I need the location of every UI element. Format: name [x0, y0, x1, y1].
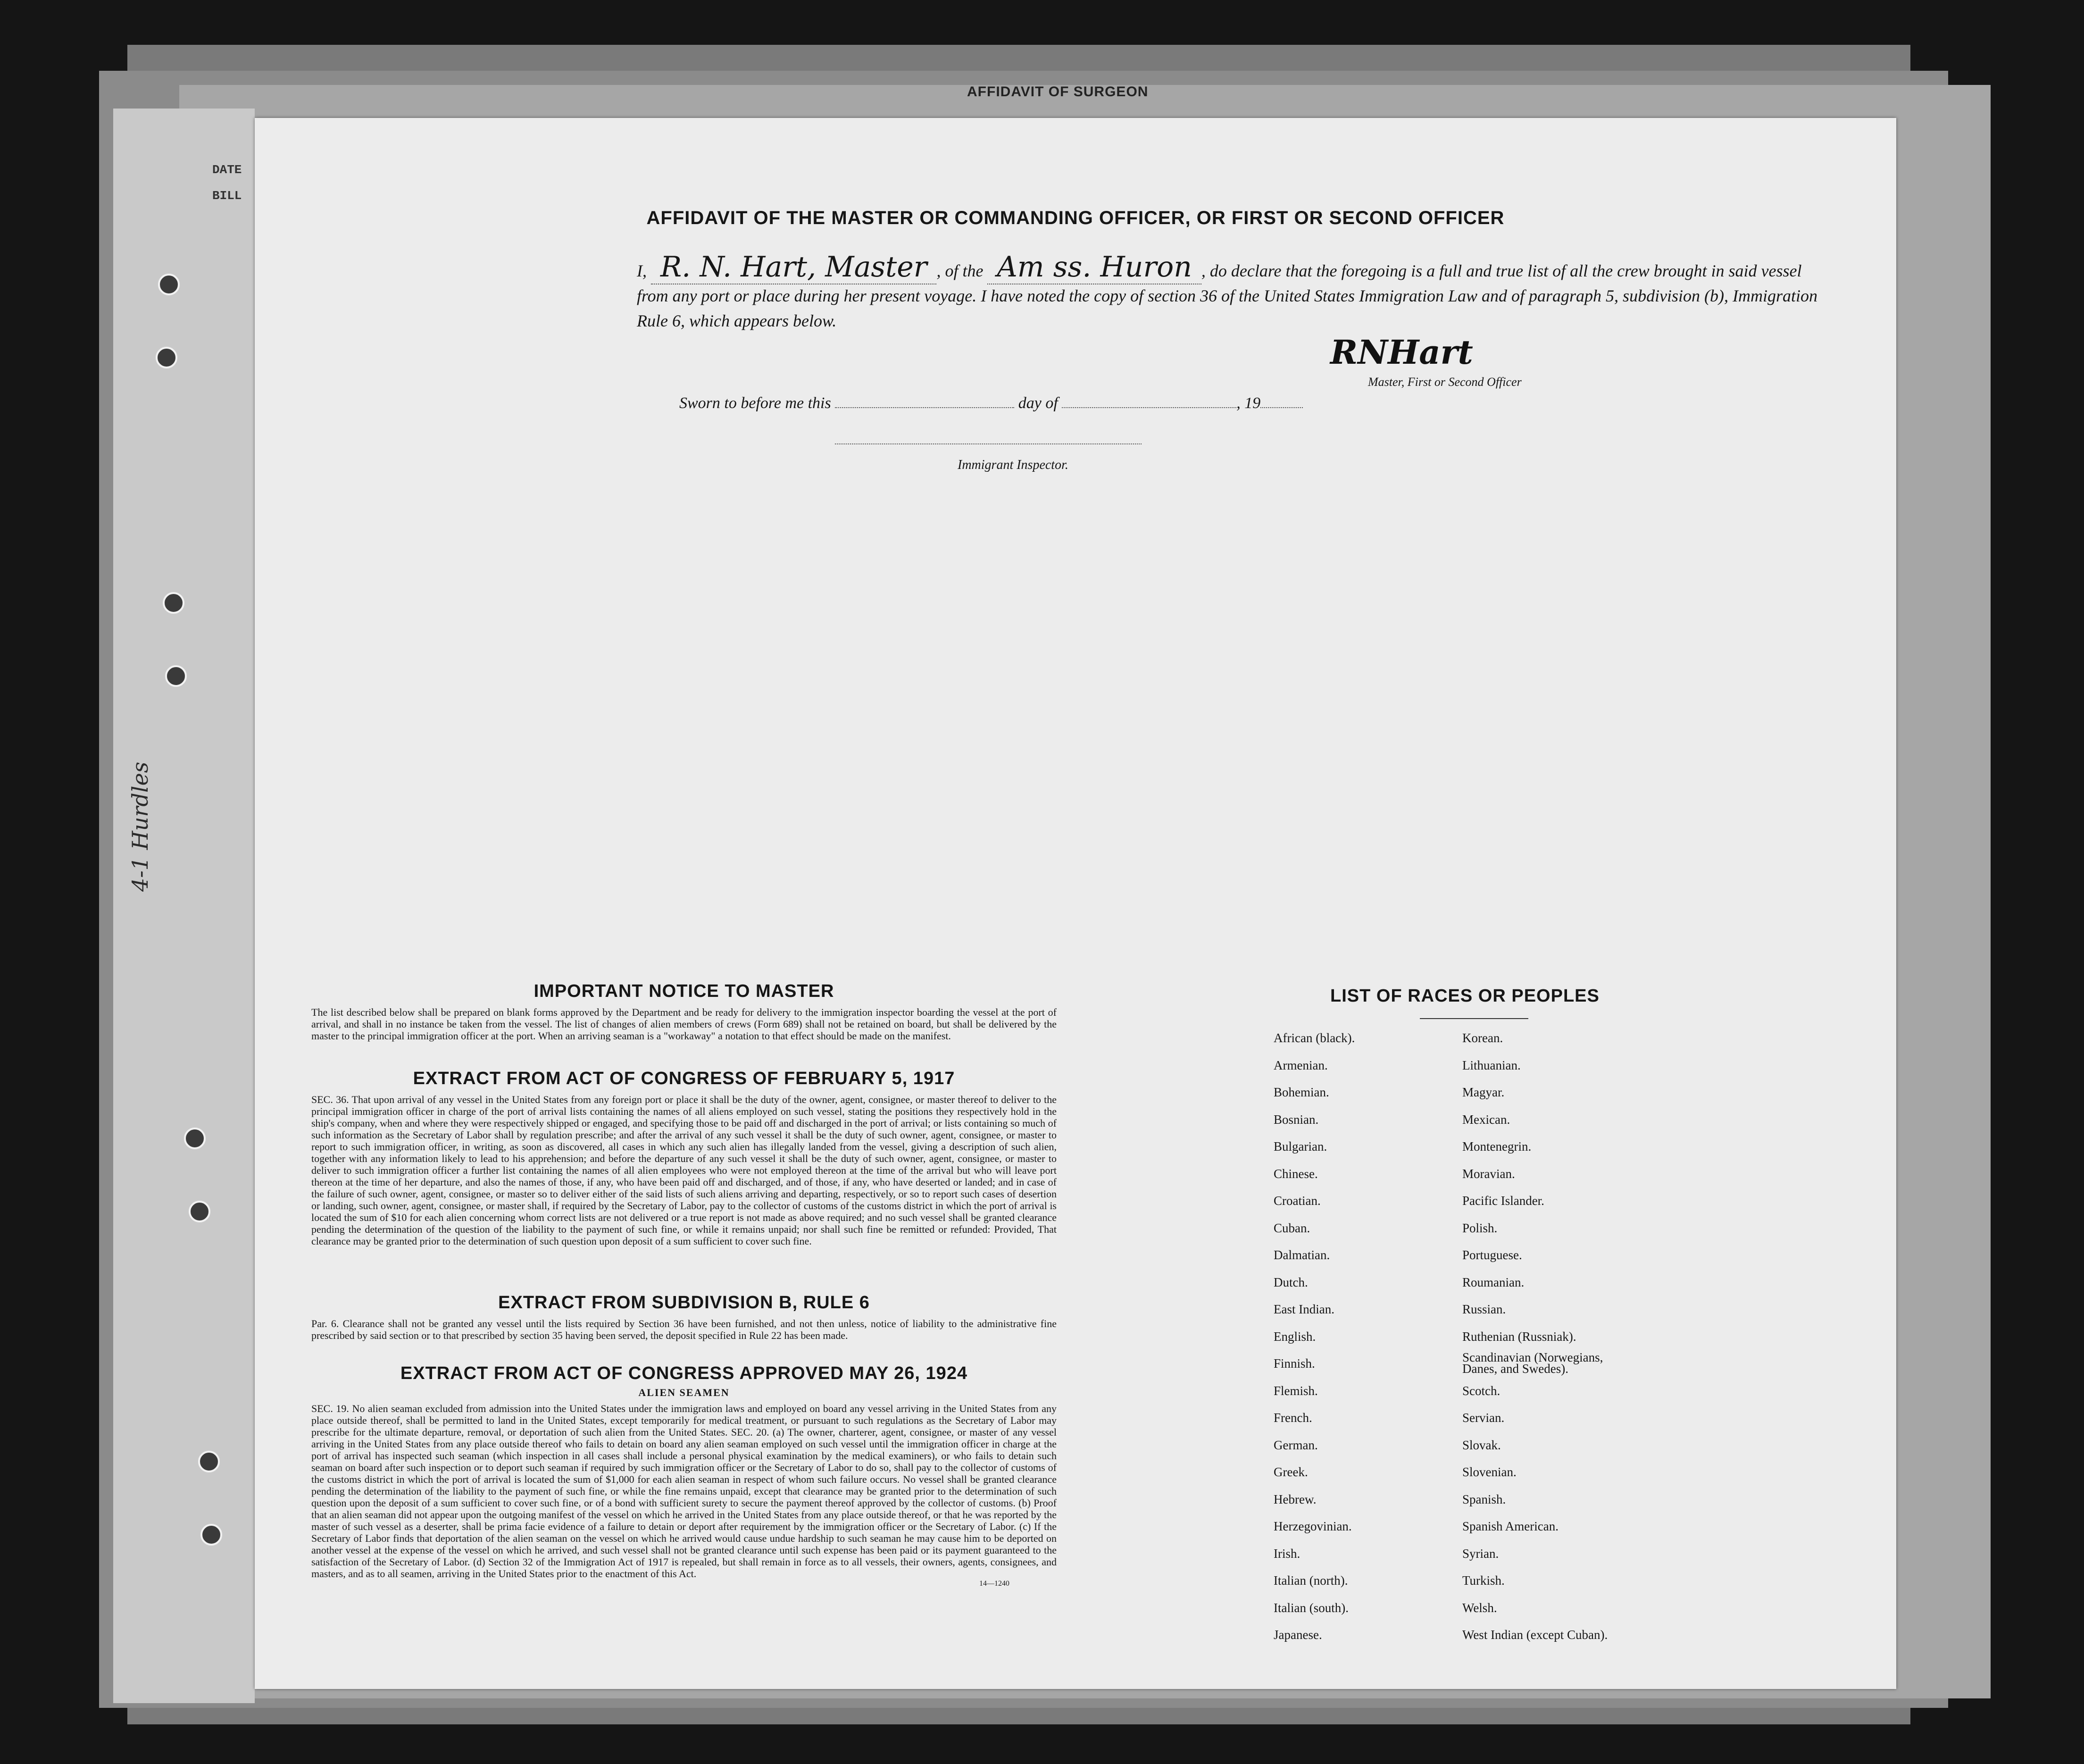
master-name-handwritten: R. N. Hart, Master	[651, 251, 936, 284]
race-item: African (black).	[1274, 1031, 1355, 1045]
race-item: Mexican.	[1462, 1112, 1510, 1127]
inspector-label: Immigrant Inspector.	[958, 458, 1068, 472]
race-item: Italian (north).	[1274, 1573, 1348, 1588]
extract-1924	[311, 1363, 1057, 1588]
punch-hole	[200, 1524, 222, 1546]
race-item: Bulgarian.	[1274, 1139, 1327, 1154]
race-item: Montenegrin.	[1462, 1139, 1532, 1154]
extract-rule-6	[311, 1293, 1057, 1341]
race-item: German.	[1274, 1438, 1318, 1452]
race-item: West Indian (except Cuban).	[1462, 1628, 1608, 1642]
extract-rule-6-text: Par. 6. Clearance shall not be granted any vessel until the lists required by Section 36 have been furnished, and not then unless, notice of liability to the administrative fine prescribed by said section or to that prescribed by section 35 having been served, the deposit specified in Rule 22 has been made.	[311, 1318, 1057, 1341]
affidavit-title: AFFIDAVIT OF THE MASTER OR COMMANDING OFFICER, OR FIRST OR SECOND OFFICER	[646, 208, 1505, 228]
punch-hole	[163, 592, 184, 614]
underlying-bill-label: BILL	[212, 189, 242, 203]
race-item: East Indian.	[1274, 1302, 1334, 1316]
race-item: French.	[1274, 1411, 1312, 1425]
extract-1924-subtitle: ALIEN SEAMEN	[638, 1387, 730, 1398]
signature-label: Master, First or Second Officer	[1368, 375, 1522, 389]
race-item: Turkish.	[1462, 1573, 1505, 1588]
sworn-day-blank	[835, 394, 1014, 408]
race-item: Bosnian.	[1274, 1112, 1319, 1127]
race-item: Italian (south).	[1274, 1600, 1349, 1615]
race-item: English.	[1274, 1329, 1316, 1344]
signature: RNHart	[1330, 333, 1473, 372]
race-item: Irish.	[1274, 1546, 1300, 1561]
punch-hole	[189, 1201, 210, 1222]
race-item: Portuguese.	[1462, 1248, 1522, 1262]
punch-hole	[156, 347, 177, 368]
underlying-sheet-title: AFFIDAVIT OF SURGEON	[967, 84, 1149, 100]
extract-1917	[311, 1069, 1057, 1247]
punch-hole	[198, 1451, 220, 1472]
race-item: Lithuanian.	[1462, 1058, 1521, 1072]
race-item: Welsh.	[1462, 1600, 1497, 1615]
declaration-prefix: I,	[637, 261, 647, 280]
race-item: Bohemian.	[1274, 1085, 1329, 1099]
extract-1924-title: EXTRACT FROM ACT OF CONGRESS APPROVED MAY 26, 1924	[400, 1363, 968, 1383]
race-item: Greek.	[1274, 1465, 1308, 1479]
race-item: Syrian.	[1462, 1546, 1499, 1561]
race-item: Ruthenian (Russniak).	[1462, 1329, 1576, 1344]
race-item: Servian.	[1462, 1411, 1505, 1425]
sworn-year-label: , 19	[1236, 394, 1261, 412]
race-item: Slovak.	[1462, 1438, 1501, 1452]
sworn-line	[679, 394, 1303, 412]
race-item: Croatian.	[1274, 1194, 1321, 1208]
race-item: Slovenian.	[1462, 1465, 1517, 1479]
sworn-prefix: Sworn to before me this	[679, 394, 831, 412]
underlying-sheet-edge	[113, 109, 255, 1703]
race-item: Cuban.	[1274, 1221, 1310, 1235]
underlying-date-label: DATE	[212, 163, 242, 177]
vessel-name-handwritten: Am ss. Huron	[987, 251, 1201, 284]
punch-hole	[158, 274, 180, 295]
sworn-year-blank	[1260, 394, 1303, 408]
race-item: Russian.	[1462, 1302, 1506, 1316]
race-item: Scotch.	[1462, 1383, 1500, 1398]
extract-1917-title: EXTRACT FROM ACT OF CONGRESS OF FEBRUARY 5, 1917	[413, 1069, 955, 1088]
inspector-signature-line	[835, 443, 1142, 444]
race-item: Moravian.	[1462, 1166, 1515, 1181]
race-item: Spanish.	[1462, 1492, 1506, 1506]
important-notice-title: IMPORTANT NOTICE TO MASTER	[534, 981, 834, 1001]
side-annotation: 4-1 Hurdles	[127, 761, 153, 892]
important-notice-text: The list described below shall be prepared on blank forms approved by the Department and be ready for delivery to the immigration inspector boarding the vessel at the port of arrival, and shall in no instance be taken from the vessel. The list of changes of alien members of crews (Form 689) shall not be retained on board, but shall be delivered by the master to the principal immigration officer at the port. When an arriving seaman is a "workaway" a notation to that effect should be made on the manifest.	[311, 1006, 1057, 1042]
sworn-month-blank	[1062, 394, 1236, 408]
signature-block	[1311, 333, 1557, 389]
punch-hole	[165, 665, 187, 687]
race-item: Scandinavian (Norwegians, Danes, and Swedes).	[1462, 1350, 1603, 1376]
race-item: Spanish American.	[1462, 1519, 1559, 1533]
important-notice	[311, 981, 1057, 1042]
affidavit-page	[255, 118, 1896, 1689]
race-item: Hebrew.	[1274, 1492, 1317, 1506]
race-item: Dutch.	[1274, 1275, 1308, 1289]
race-item: Japanese.	[1274, 1628, 1322, 1642]
sworn-day-label: day of	[1018, 394, 1058, 412]
race-item: Pacific Islander.	[1462, 1194, 1544, 1208]
race-item: Dalmatian.	[1274, 1248, 1330, 1262]
race-item: Roumanian.	[1462, 1275, 1525, 1289]
of-the-label: , of the	[936, 261, 984, 280]
extract-1924-text: SEC. 19. No alien seaman excluded from admission into the United States under the immigration laws and employed on board any vessel arriving in the United States from any place outside thereof, shall be permitted to land in the United States, except temporarily for medical treatment, or pursuant to such regulations as the Secretary of Labor may prescribe for the ultimate departure, removal, or deportation of such alien from the United States. SEC. 20. (a) The owner, charterer, agent, consignee, or master of any vessel arriving in the United States from any place outside thereof who fails to detain on board any alien seaman employed on such vessel until the immigration officer in charge at the port of arrival has inspected such seaman (which inspection in all cases shall include a personal physical examination by the medical examiners), or who fails to detain such seaman on board after such inspection or to deport such seaman if required by such immigration officer or the Secretary of Labor to do so, shall pay to the collector of customs of the customs district in which the port of arrival is located the sum of $1,000 for each alien seaman in respect of whom such failure occurs. No vessel shall be granted clearance pending the determination of the liability to the payment of such fine, or while the fine remains unpaid, except that clearance may be granted prior to the determination of such question upon the deposit of a sum sufficient to cover such fine, or of a bond with sufficient surety to secure the payment thereof approved by the collector of customs. (b) Proof that an alien seaman did not appear upon the outgoing manifest of the vessel on which he arrived in the United States from any place outside thereof, or that he was reported by the master of such vessel as a deserter, shall be prima facie evidence of a failure to detain or deport after requirement by the immigration officer or the Secretary of Labor. (c) If the Secretary of Labor finds that deportation of the alien seaman on the vessel on which he arrived would cause undue hardship to such seaman he may cause him to be deported on another vessel at the expense of the vessel on which he arrived, and such vessel shall not be granted clearance until such expense has been paid or its payment guaranteed to the satisfaction of the Secretary of Labor. (d) Section 32 of the Immigration Act of 1917 is repealed, but shall remain in force as to all vessels, their owners, agents, consignees, and masters, and as to all seamen, arriving in the United States prior to the enactment of this Act.	[311, 1403, 1057, 1580]
declaration-paragraph	[637, 251, 1830, 334]
race-item: Herzegovinian.	[1274, 1519, 1352, 1533]
race-item: Magyar.	[1462, 1085, 1505, 1099]
extract-rule-6-title: EXTRACT FROM SUBDIVISION B, RULE 6	[498, 1293, 870, 1313]
race-item: Polish.	[1462, 1221, 1498, 1235]
punch-hole	[184, 1128, 206, 1149]
declaration-text: , do declare that the foregoing is a full and true list of all the crew brought in said vessel from any port or place during her present voyage. I have noted the copy of section 36 of the United States Immigration Law and of paragraph 5, subdivision (b), Immigration Rule 6, which appears below.	[637, 261, 1818, 330]
race-item: Flemish.	[1274, 1383, 1318, 1398]
race-item: Armenian.	[1274, 1058, 1328, 1072]
races-title-rule	[1420, 1018, 1528, 1019]
extract-1917-text: SEC. 36. That upon arrival of any vessel in the United States from any foreign port or place it shall be the duty of the owner, agent, consignee, or master thereof to deliver to the principal immigration officer in charge of the port of arrival lists containing the names of all aliens employed on such vessel, stating the positions they respectively hold in the ship's company, when and where they were respectively shipped or engaged, and specifying those to be paid off and discharged in the port of arrival; or lists containing so much of such information as the Secretary of Labor shall by regulation prescribe; and after the arrival of any such vessel it shall be the duty of such owner, agent, consignee, or master to report to such immigration officer, in writing, as soon as discovered, all cases in which any such alien has illegally landed from the vessel, giving a description of such alien, together with any information likely to lead to his apprehension; and before the departure of any such vessel it shall be the duty of such owner, agent, consignee, or master to deliver to such immigration officer a further list containing the names of all alien employees who were not employed thereon at the time of the arrival but who will leave port thereon at the time of her departure, and also the names of those, if any, who have been paid off and discharged, and of those, if any, who have deserted or landed; and in case of the failure of such owner, agent, consignee, or master so to deliver either of the said lists of such aliens arriving and departing, respectively, or so to report such cases of desertion or landing, such owner, agent, consignee, or master shall, if required by the Secretary of Labor, pay to the collector of customs of the customs district in which the port of arrival is located the sum of $10 for each alien concerning whom correct lists are not delivered or a true report is not made as above required; and no such vessel shall be granted clearance pending the determination of the question of the liability to the payment of such fine, or while it remains unpaid; nor shall such fine be remitted or refunded: Provided, That clearance may be granted prior to the determination of such question upon deposit of a sum sufficient to cover such fine.	[311, 1094, 1057, 1247]
form-number: 14—1240	[979, 1580, 1009, 1588]
races-title: LIST OF RACES OR PEOPLES	[1330, 986, 1600, 1006]
race-item: Chinese.	[1274, 1166, 1318, 1181]
race-item: Finnish.	[1274, 1356, 1315, 1371]
race-item: Korean.	[1462, 1031, 1503, 1045]
